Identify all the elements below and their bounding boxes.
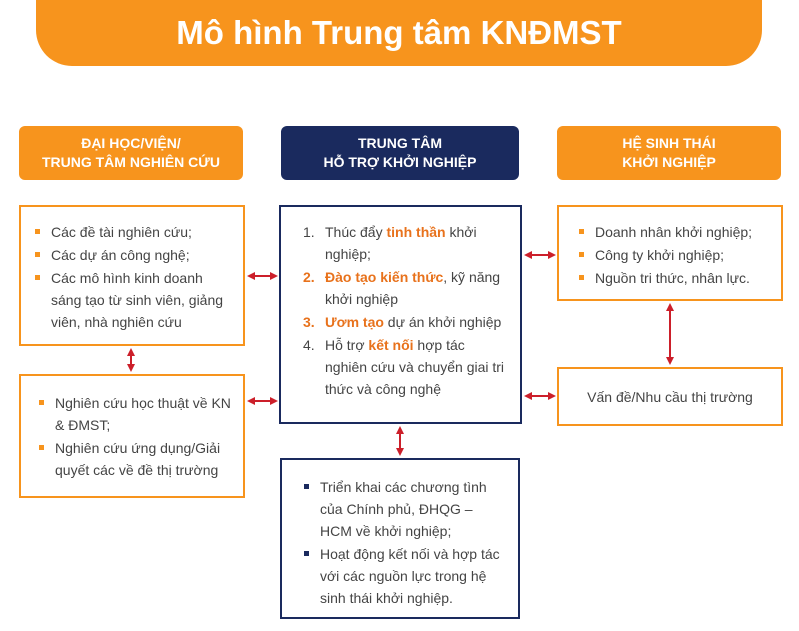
list-item: 4. Hỗ trợ kết nối hợp tác nghiên cứu và chuyển giai tri thức và công nghệ xyxy=(303,337,505,397)
page-title: Mô hình Trung tâm KNĐMST xyxy=(176,14,622,51)
header-university-line1: ĐẠI HỌC/VIỆN/ xyxy=(81,135,181,151)
list-item: 2. Đào tạo kiến thức, kỹ năng khởi nghiệp xyxy=(303,269,501,307)
header-ecosystem-line2: KHỞI NGHIỆP xyxy=(622,154,716,170)
market-needs-text: Vấn đề/Nhu cầu thị trường xyxy=(587,388,753,405)
header-center-line2: HỖ TRỢ KHỞI NGHIỆP xyxy=(323,154,477,170)
list-item: Nghiên cứu ứng dụng/Giải quyết các về đề thị trường xyxy=(39,437,233,481)
list-item: 1. Thúc đẩy tinh thần khởi nghiệp; xyxy=(303,224,477,262)
list-item: Hoạt động kết nối và hợp tác với các nguồn lực trong hệ sinh thái khởi nghiệp. xyxy=(304,543,508,609)
list-item: Nghiên cứu học thuật về KN & ĐMST; xyxy=(39,392,233,436)
list-item: 3. Ươm tạo dự án khởi nghiệp xyxy=(303,314,502,330)
list-item: Công ty khởi nghiệp; xyxy=(579,244,773,266)
header-university-line2: TRUNG TÂM NGHIÊN CỨU xyxy=(41,154,221,170)
list-item: Các mô hình kinh doanh sáng tạo từ sinh viên, giảng viên, nhà nghiên cứu xyxy=(35,267,233,333)
list-item: Nguồn tri thức, nhân lực. xyxy=(579,267,773,289)
list-item: Doanh nhân khởi nghiệp; xyxy=(579,221,773,243)
list-item: Các đề tài nghiên cứu; xyxy=(35,221,233,243)
header-center-line1: TRUNG TÂM xyxy=(358,135,442,151)
header-ecosystem-line1: HỆ SINH THÁI xyxy=(622,135,716,151)
list-item: Các dự án công nghệ; xyxy=(35,244,233,266)
list-item: Triển khai các chương tình của Chính phủ, ĐHQG – HCM về khởi nghiệp; xyxy=(304,476,508,542)
